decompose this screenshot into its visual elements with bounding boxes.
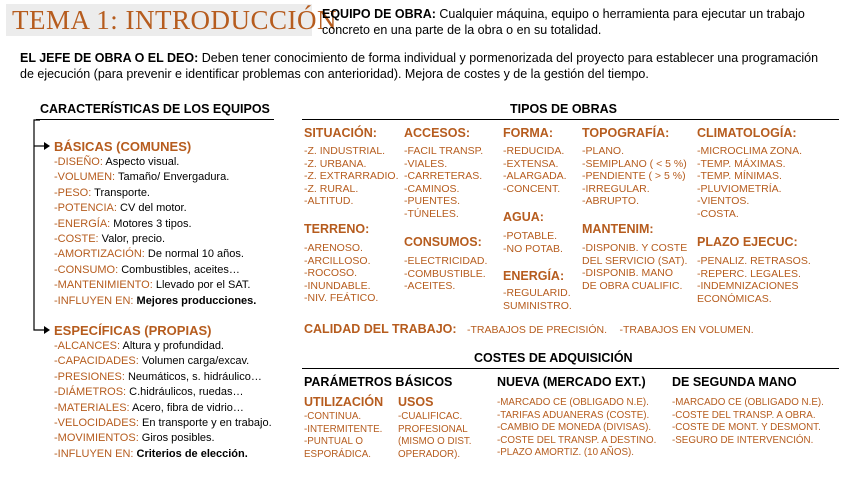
- page-title: TEMA 1: INTRODUCCIÓN: [12, 5, 337, 35]
- influyen-label: -INFLUYEN EN:: [54, 447, 134, 460]
- caracteristicas-underline: [36, 119, 274, 120]
- list-item: -PLAZO AMORTIZ. (10 AÑOS).: [497, 447, 635, 459]
- list-item: -INTERMITENTE.: [304, 423, 383, 435]
- situacion-list: [304, 145, 399, 208]
- list-item: -ACEITES.: [404, 280, 456, 293]
- characteristic-key: -MOVIMIENTOS:: [54, 432, 139, 445]
- list-item: -FACIL TRANSP.: [404, 145, 484, 157]
- characteristic-key: -DIÁMETROS:: [54, 386, 127, 399]
- characteristic-value: Tamaño/ Envergadura.: [115, 171, 230, 184]
- list-item: (MISMO O DIST.: [398, 436, 472, 448]
- plazo-list: [697, 255, 811, 305]
- list-item: -COSTA.: [697, 207, 739, 220]
- characteristic-row: [54, 431, 272, 446]
- list-item: -DISPONIB. MANO: [582, 267, 674, 280]
- jefe-label: EL JEFE DE OBRA O EL DEO:: [20, 51, 199, 65]
- list-item: -PENALIZ. RETRASOS.: [697, 255, 811, 267]
- list-item: -ARCILLOSO.: [304, 254, 371, 267]
- list-item: OPERADOR).: [398, 448, 461, 460]
- characteristic-key: -POTENCIA:: [54, 202, 117, 215]
- characteristic-value: Giros posibles.: [138, 432, 215, 445]
- list-item: -NO POTAB.: [503, 242, 563, 255]
- consumos-title: CONSUMOS:: [404, 235, 482, 249]
- characteristic-row: [54, 201, 256, 216]
- tipos-underline: [302, 119, 839, 120]
- list-item: -VIENTOS.: [697, 195, 750, 208]
- characteristic-row: [54, 278, 256, 293]
- plazo-title: PLAZO EJECUC:: [697, 235, 798, 249]
- list-item: -ARENOSO.: [304, 242, 363, 254]
- characteristic-row: [54, 263, 256, 278]
- characteristic-row: [54, 385, 272, 400]
- situacion-title: SITUACIÓN:: [304, 126, 377, 140]
- characteristic-value: Combustibles, aceites…: [118, 263, 240, 276]
- accesos-list: [404, 145, 483, 221]
- characteristic-row: [54, 232, 256, 247]
- characteristic-row: [54, 247, 256, 262]
- characteristic-row: [54, 170, 256, 185]
- tipos-heading: TIPOS DE OBRAS: [510, 102, 617, 116]
- especificas-list: [54, 339, 272, 462]
- calidad-item-volumen: -TRABAJOS EN VOLUMEN.: [619, 324, 754, 336]
- equipo-definition: [322, 6, 842, 38]
- list-item: -ALARGADA.: [503, 170, 567, 183]
- calidad-title: CALIDAD DEL TRABAJO:: [304, 322, 457, 336]
- characteristic-key: -MATERIALES:: [54, 401, 130, 414]
- characteristic-key: -PRESIONES:: [54, 370, 125, 383]
- list-item: -MARCADO CE (OBLIGADO N.E).: [497, 397, 649, 408]
- characteristic-row: [54, 401, 272, 416]
- calidad-item-precision: -TRABAJOS DE PRECISIÓN.: [467, 324, 608, 336]
- usos-list: [398, 411, 471, 461]
- characteristic-value: En transporte y en trabajo.: [138, 417, 272, 430]
- list-item: -DISPONIB. Y COSTE: [582, 242, 688, 254]
- list-item: -Z. URBANA.: [304, 157, 367, 170]
- characteristic-row: [54, 155, 256, 170]
- list-item: PROFESIONAL: [398, 423, 468, 435]
- list-item: -ROCOSO.: [304, 267, 358, 280]
- characteristic-value: Neumáticos, s. hidráulico…: [124, 370, 262, 383]
- costes-underline: [302, 368, 839, 369]
- list-item: -PUENTES.: [404, 195, 461, 208]
- influyen-value: Mejores producciones.: [133, 294, 257, 307]
- forma-title: FORMA:: [503, 126, 553, 140]
- characteristic-key: -CONSUMO:: [54, 263, 119, 276]
- characteristic-value: Altura y profundidad.: [120, 340, 224, 352]
- characteristic-key: -PESO:: [54, 186, 92, 199]
- characteristic-key: -ENERGÍA:: [54, 217, 111, 230]
- list-item: -Z. RURAL.: [304, 182, 359, 195]
- list-item: -REGULARID.: [503, 287, 571, 299]
- influyen-row: [54, 294, 256, 309]
- characteristic-row: [54, 186, 256, 201]
- costes-heading: COSTES DE ADQUISICIÓN: [474, 351, 633, 365]
- list-item: DE OBRA CUALIFIC.: [582, 279, 683, 292]
- list-item: -ALTITUD.: [304, 195, 354, 208]
- usos-title: USOS: [398, 395, 434, 409]
- characteristic-value: Motores 3 tipos.: [110, 217, 192, 230]
- list-item: -Z. EXTRARRADIO.: [304, 170, 399, 183]
- list-item: -TARIFAS ADUANERAS (COSTE).: [497, 409, 650, 421]
- list-item: ESPORÁDICA.: [304, 448, 371, 460]
- jefe-paragraph: [20, 50, 835, 82]
- topografia-title: TOPOGRAFÍA:: [582, 126, 670, 140]
- characteristic-row: [54, 370, 272, 385]
- list-item: -COSTE DE MONT. Y DESMONT.: [672, 422, 821, 434]
- list-item: -PENDIENTE ( > 5 %): [582, 170, 686, 183]
- topografia-list: [582, 145, 687, 208]
- influyen-row: [54, 447, 272, 462]
- list-item: -REPERC. LEGALES.: [697, 267, 801, 280]
- list-item: -MICROCLIMA ZONA.: [697, 145, 803, 157]
- list-item: DEL SERVICIO (SAT).: [582, 254, 688, 267]
- segunda-title: DE SEGUNDA MANO: [672, 375, 797, 389]
- bracket-connector: [26, 114, 52, 336]
- characteristic-value: Transporte.: [91, 186, 150, 199]
- characteristic-key: -VOLUMEN:: [54, 171, 116, 184]
- utilizacion-list: [304, 411, 382, 461]
- forma-list: [503, 145, 567, 195]
- list-item: -CAMINOS.: [404, 182, 460, 195]
- caracteristicas-heading: CARACTERÍSTICAS DE LOS EQUIPOS: [40, 102, 270, 116]
- characteristic-value: C.hidráulicos, ruedas…: [126, 386, 244, 399]
- list-item: -CONCENT.: [503, 182, 561, 195]
- climatologia-list: [697, 145, 802, 221]
- list-item: -SEGURO DE INTERVENCIÓN.: [672, 434, 814, 446]
- characteristic-value: CV del motor.: [116, 202, 187, 215]
- mantenim-list: [582, 242, 687, 292]
- terreno-list: [304, 242, 378, 305]
- list-item: -POTABLE.: [503, 230, 558, 242]
- list-item: -COSTE DEL TRANSP. A OBRA.: [672, 409, 816, 421]
- list-item: -EXTENSA.: [503, 157, 559, 170]
- segunda-list: [672, 397, 824, 447]
- nueva-title: NUEVA (MERCADO EXT.): [497, 375, 646, 389]
- list-item: -INUNDABLE.: [304, 279, 371, 292]
- characteristic-row: [54, 354, 272, 369]
- list-item: -TEMP. MÍNIMAS.: [697, 170, 782, 183]
- agua-title: AGUA:: [503, 210, 544, 224]
- list-item: -TEMP. MÁXIMAS.: [697, 157, 786, 170]
- characteristic-key: -VELOCIDADES:: [54, 417, 139, 430]
- characteristic-value: Volumen carga/excav.: [138, 355, 250, 368]
- list-item: -ELECTRICIDAD.: [404, 255, 488, 267]
- list-item: -TÚNELES.: [404, 207, 459, 220]
- characteristic-key: -COSTE:: [54, 233, 99, 246]
- list-item: -IRREGULAR.: [582, 182, 650, 195]
- list-item: -CAMBIO DE MONEDA (DIVISAS).: [497, 422, 652, 434]
- list-item: -CUALIFICAC.: [398, 411, 463, 422]
- mantenim-title: MANTENIM:: [582, 222, 654, 236]
- characteristic-row: [54, 217, 256, 232]
- characteristic-key: -MANTENIMIENTO:: [54, 279, 153, 292]
- characteristic-value: Valor, precio.: [98, 233, 166, 246]
- list-item: -NIV. FEÁTICO.: [304, 292, 379, 305]
- accesos-title: ACCESOS:: [404, 126, 470, 140]
- list-item: -CARRETERAS.: [404, 170, 483, 183]
- list-item: -REDUCIDA.: [503, 145, 565, 157]
- characteristic-key: -ALCANCES:: [54, 340, 121, 352]
- calidad-row: [304, 320, 754, 338]
- energia-title: ENERGÍA:: [503, 269, 565, 283]
- characteristic-key: -DISEÑO:: [54, 156, 103, 168]
- list-item: ECONÓMICAS.: [697, 292, 772, 305]
- jefe-text: Deben tener conocimiento de forma individual y pormenorizada del proyecto para establecer una programación de ejecución (para prevenir e identificar problemas con anterioridad). Mejora de costes y de la gestión del tiempo.: [20, 51, 819, 81]
- basicas-title: BÁSICAS (COMUNES): [54, 139, 192, 154]
- characteristic-value: Acero, fibra de vidrio…: [129, 401, 244, 414]
- equipo-label: EQUIPO DE OBRA:: [322, 7, 436, 21]
- list-item: -COMBUSTIBLE.: [404, 267, 486, 280]
- energia-list: [503, 287, 572, 312]
- characteristic-value: Llevado por el SAT.: [152, 279, 251, 292]
- consumos-list: [404, 255, 487, 293]
- characteristic-key: -CAPACIDADES:: [54, 355, 139, 368]
- terreno-title: TERRENO:: [304, 222, 370, 236]
- characteristic-key: -AMORTIZACIÓN:: [54, 248, 145, 261]
- list-item: -PLANO.: [582, 145, 625, 157]
- list-item: -INDEMNIZACIONES: [697, 280, 799, 293]
- characteristic-row: [54, 339, 272, 354]
- list-item: -VIALES.: [404, 157, 448, 170]
- nueva-list: [497, 397, 656, 460]
- list-item: -COSTE DEL TRANSP. A DESTINO.: [497, 434, 657, 446]
- climatologia-title: CLIMATOLOGÍA:: [697, 126, 797, 140]
- list-item: -PUNTUAL O: [304, 436, 363, 448]
- especificas-title: ESPECÍFICAS (PROPIAS): [54, 323, 212, 338]
- influyen-value: Criterios de elección.: [133, 447, 248, 460]
- parametros-title: PARÁMETROS BÁSICOS: [304, 375, 453, 389]
- influyen-label: -INFLUYEN EN:: [54, 294, 134, 307]
- equipo-text: Cualquier máquina, equipo o herramienta para ejecutar un trabajo concreto en una parte de la obra o en su totalidad.: [322, 7, 805, 37]
- list-item: -PLUVIOMETRÍA.: [697, 182, 782, 195]
- agua-list: [503, 230, 563, 255]
- list-item: -CONTINUA.: [304, 411, 362, 422]
- characteristic-value: De normal 10 años.: [144, 248, 244, 261]
- characteristic-value: Aspecto visual.: [102, 156, 180, 168]
- list-item: -SEMIPLANO ( < 5 %): [582, 157, 687, 170]
- list-item: -ABRUPTO.: [582, 195, 639, 208]
- list-item: -MARCADO CE (OBLIGADO N.E).: [672, 397, 824, 408]
- utilizacion-title: UTILIZACIÓN: [304, 395, 384, 409]
- list-item: -Z. INDUSTRIAL.: [304, 145, 386, 157]
- basicas-list: [54, 155, 256, 309]
- characteristic-row: [54, 416, 272, 431]
- list-item: SUMINISTRO.: [503, 299, 572, 312]
